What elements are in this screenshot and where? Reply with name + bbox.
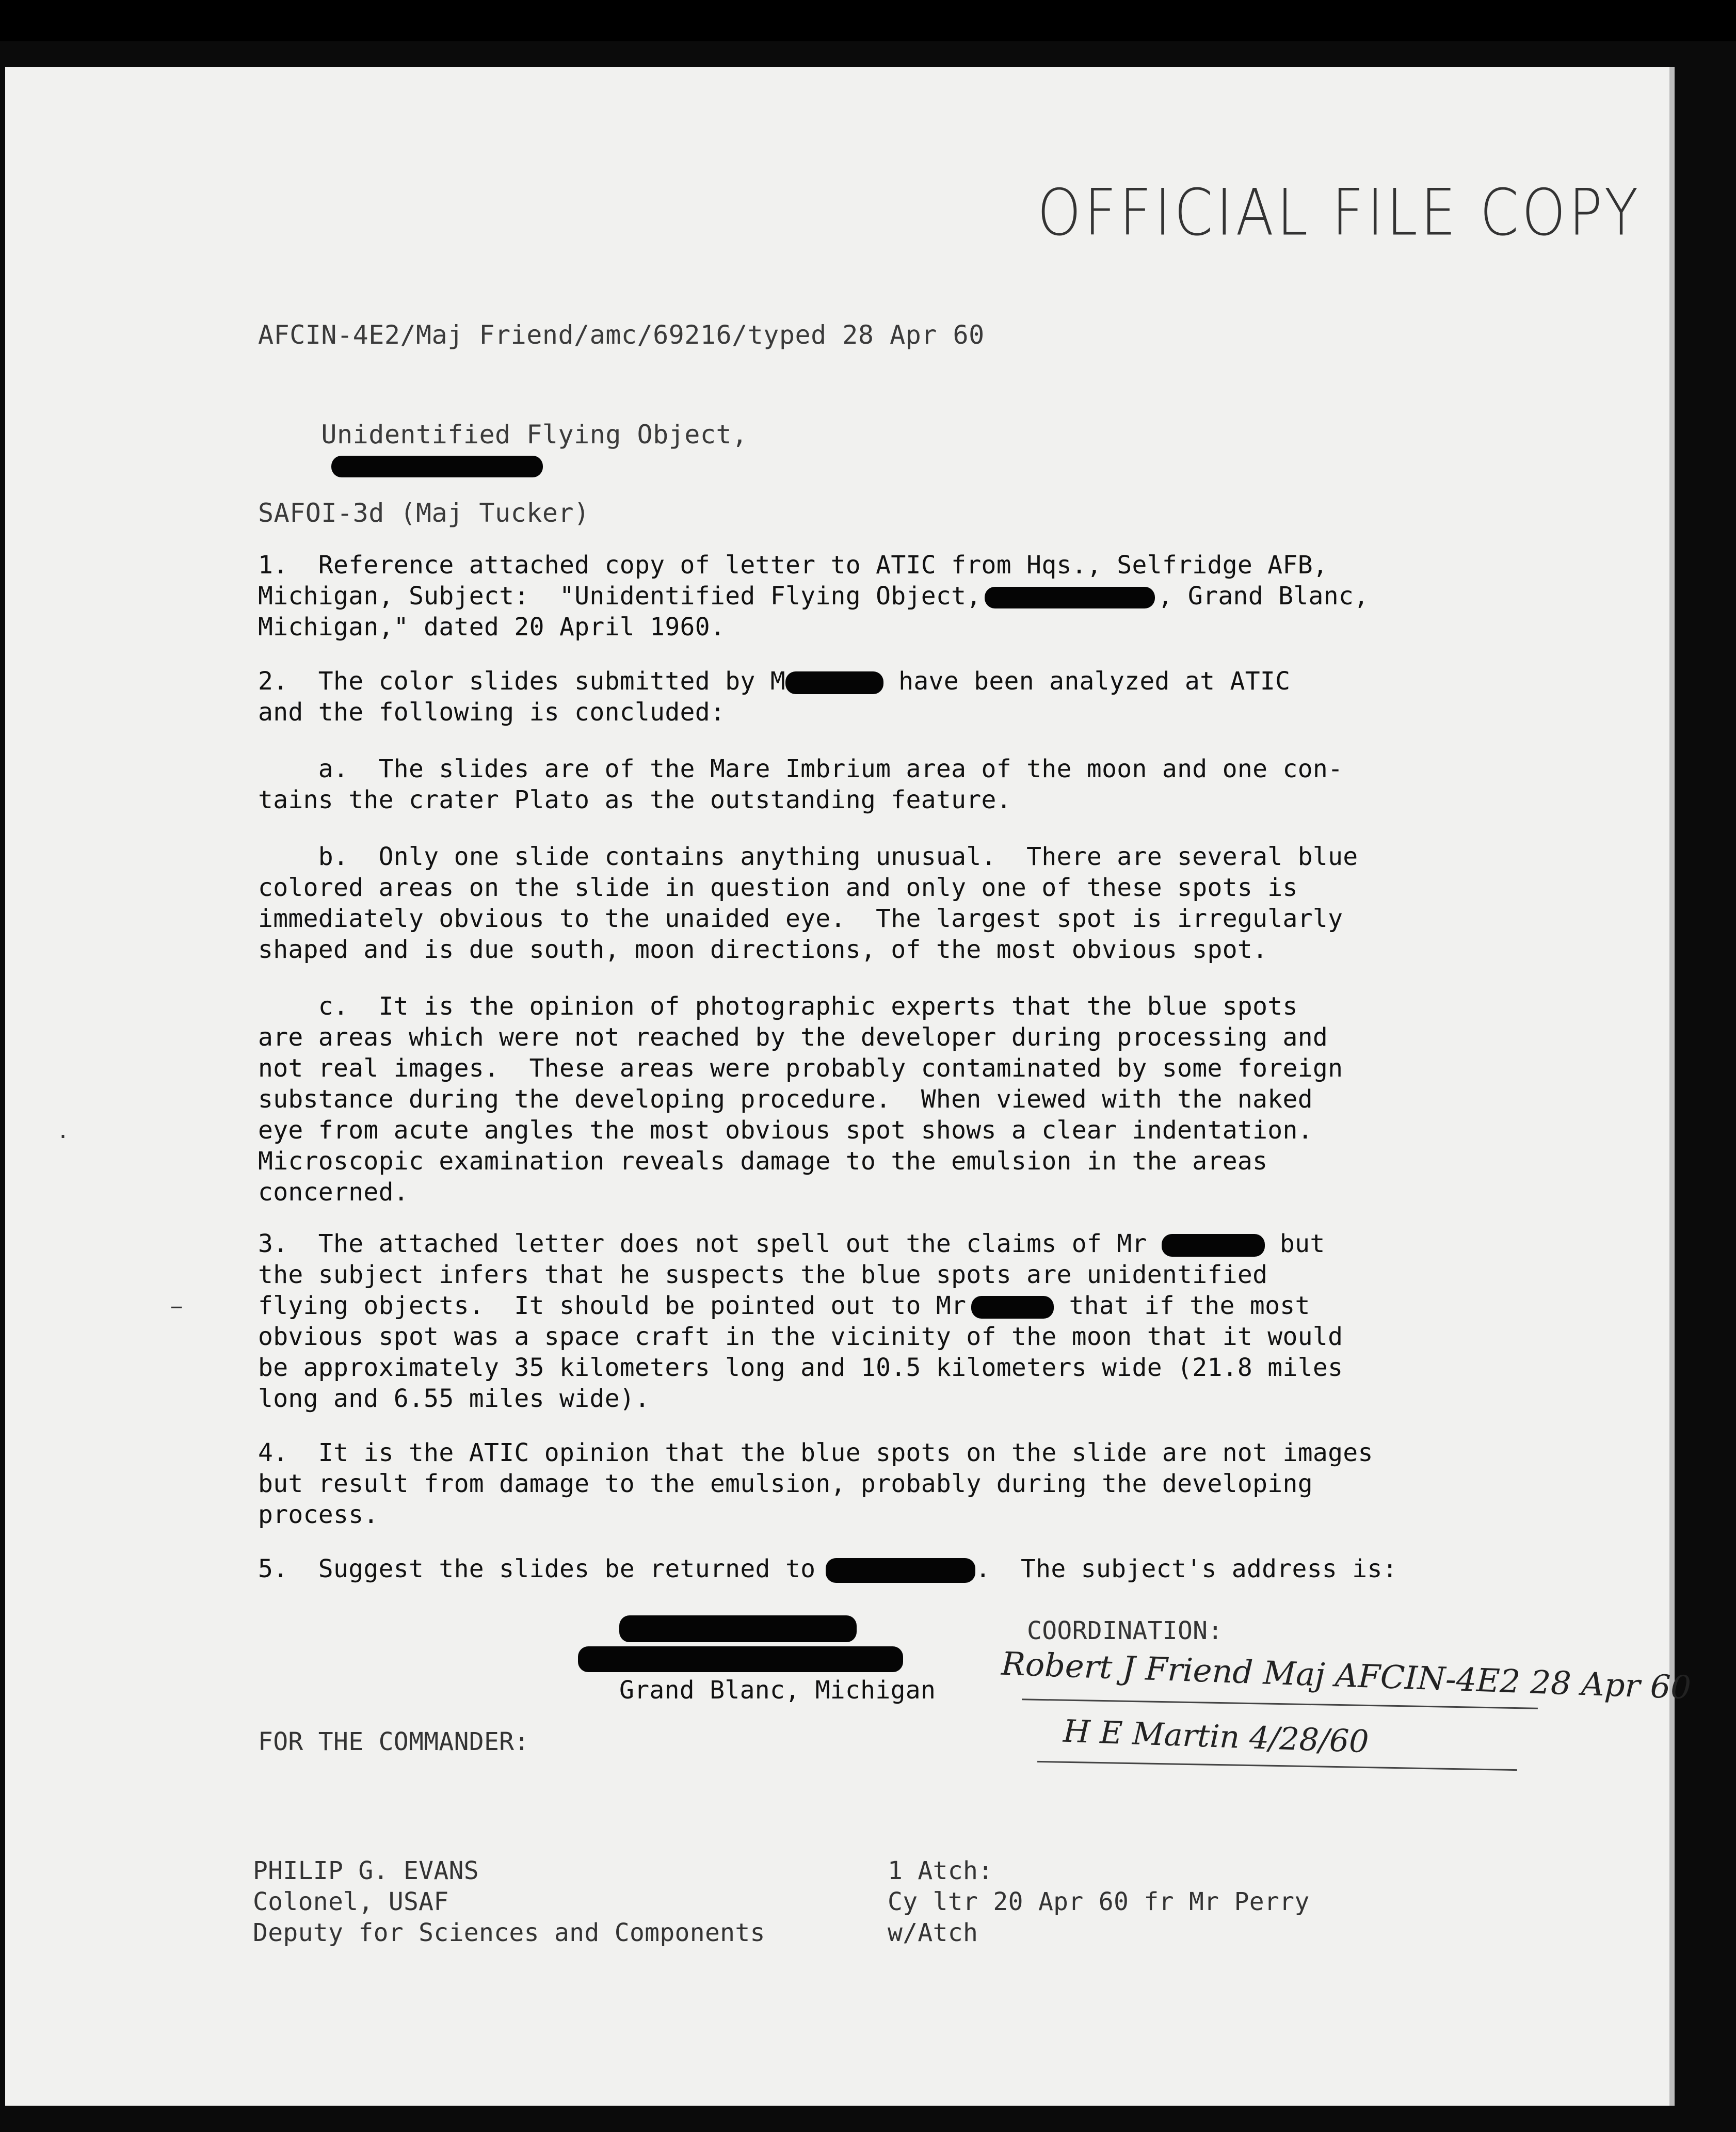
margin-mark: · bbox=[57, 1125, 70, 1149]
redaction-bar bbox=[985, 587, 1155, 608]
subparagraph-b: b. Only one slide contains anything unusual. There are several blue colored areas on the slide in question and only one of these spots is immediately obvious to the unaided eye. The largest spot is irregularly shaped and is due south, moon directions, of the most obvious spot. bbox=[258, 842, 1358, 964]
subparagraph-a: a. The slides are of the Mare Imbrium area of the moon and one con- tains the crater Plato as the outstanding feature. bbox=[258, 755, 1343, 814]
paragraph-5: 5. Suggest the slides be returned to . The subject's address is: bbox=[258, 1554, 1397, 1583]
signer-rank: Colonel, USAF bbox=[253, 1887, 449, 1916]
signature-line bbox=[1022, 1698, 1538, 1709]
signer-name: PHILIP G. EVANS bbox=[253, 1856, 479, 1885]
coordination-label: COORDINATION: bbox=[1027, 1616, 1223, 1645]
redaction-bar bbox=[971, 1296, 1054, 1319]
official-file-copy-stamp: OFFICIAL FILE COPY bbox=[1037, 175, 1642, 250]
redaction-bar bbox=[331, 456, 543, 477]
address-redaction-2 bbox=[578, 1646, 903, 1672]
signature-line bbox=[1037, 1761, 1517, 1771]
redaction-bar bbox=[1162, 1234, 1265, 1257]
for-the-commander: FOR THE COMMANDER: bbox=[258, 1727, 529, 1756]
attachment-with: w/Atch bbox=[888, 1918, 978, 1947]
signer-title: Deputy for Sciences and Components bbox=[253, 1918, 765, 1947]
addressee-line: SAFOI-3d (Maj Tucker) bbox=[258, 498, 590, 528]
attachment-description: Cy ltr 20 Apr 60 fr Mr Perry bbox=[888, 1887, 1310, 1916]
address-redaction-1 bbox=[619, 1615, 857, 1642]
subject-line: Unidentified Flying Object, bbox=[258, 390, 748, 509]
redaction-bar bbox=[826, 1558, 975, 1583]
coordination-signature-1: Robert J Friend Maj AFCIN-4E2 28 Apr 60 bbox=[1001, 1644, 1692, 1707]
redaction-bar bbox=[785, 671, 883, 694]
document-page bbox=[5, 67, 1692, 2106]
subparagraph-c: c. It is the opinion of photographic experts that the blue spots are areas which were not reached by the developer during processing and not real images. These areas were probably contaminated by some foreign substance during the developing procedure. When viewed with the naked eye from acute angles the most obvious spot shows a clear indentation. Microscopic examination reveals damage to the emulsion in the areas concerned. bbox=[258, 992, 1343, 1207]
coordination-signature-2: H E Martin 4/28/60 bbox=[1062, 1713, 1370, 1760]
paragraph-1: 1. Reference attached copy of letter to ATIC from Hqs., Selfridge AFB, Michigan, Subject: "Unidentified Flying Object, , Grand Blanc, Michigan," dated 20 April 1960. bbox=[258, 551, 1369, 642]
address-city: Grand Blanc, Michigan bbox=[619, 1676, 936, 1705]
paragraph-3: 3. The attached letter does not spell out the claims of Mr but the subject infers that he suspects the blue spots are unidentified flying objects. It should be pointed out to Mr that if the most obvious spot was a space craft in the vicinity of the moon that it would be approximately 35 kilometers long and 10.5 kilometers wide (21.8 miles long and 6.55 miles wide). bbox=[258, 1229, 1343, 1413]
paragraph-2: 2. The color slides submitted by M have been analyzed at ATIC and the following is concluded: bbox=[258, 667, 1291, 727]
attachment-count: 1 Atch: bbox=[888, 1856, 993, 1885]
margin-mark: − bbox=[170, 1295, 183, 1319]
file-reference-line: AFCIN-4E2/Maj Friend/amc/69216/typed 28 Apr 60 bbox=[258, 320, 985, 350]
paragraph-4: 4. It is the ATIC opinion that the blue spots on the slide are not images but result from damage to the emulsion, probably during the developing process. bbox=[258, 1438, 1373, 1529]
film-frame-border bbox=[0, 0, 1736, 41]
